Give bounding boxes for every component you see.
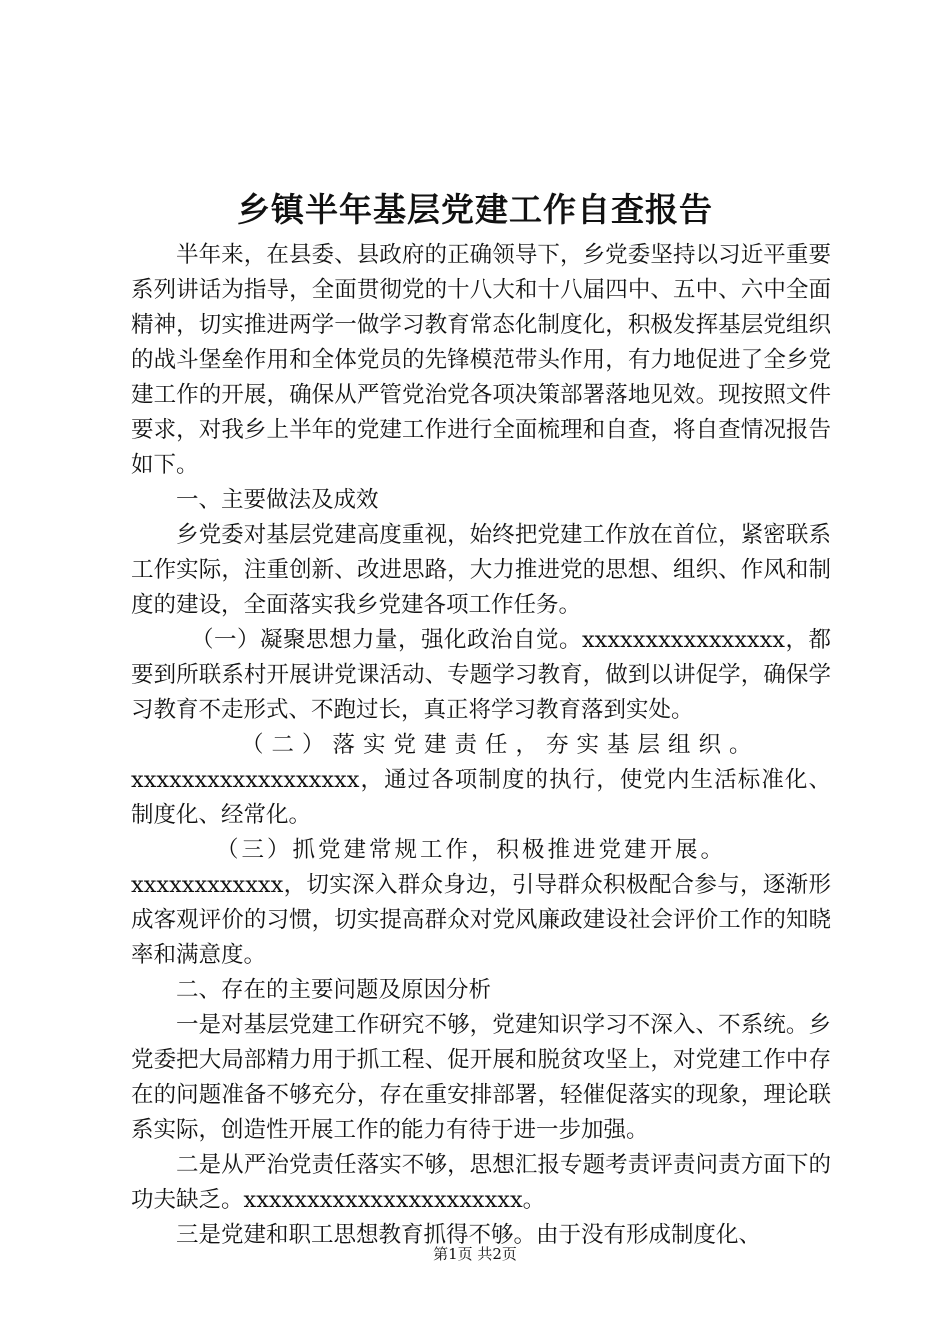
paragraph: 乡党委对基层党建高度重视，始终把党建工作放在首位，紧密联系工作实际，注重创新、改进思路，大力推进党的思想、组织、作风和制度的建设，全面落实我乡党建各项工作任务。: [131, 522, 831, 618]
intro-paragraph: 半年来，在县委、县政府的正确领导下，乡党委坚持以习近平重要系列讲话为指导，全面贯彻党的十八大和十八届四中、五中、六中全面精神，切实推进两学一做学习教育常态化制度化，积极发挥基层党组织的战斗堡垒作用和全体党员的先锋模范带头作用，有力地促进了全乡党建工作的开展，确保从严管党治党各项决策部署落地见效。现按照文件要求，对我乡上半年的党建工作进行全面梳理和自查，将自查情况报告如下。: [131, 242, 831, 478]
page-footer: 第1页 共2页: [433, 1245, 517, 1263]
subsection-2-heading: （二）落实党建责任，夯实基层组织。: [241, 732, 760, 758]
subsection-1: （一）凝聚思想力量，强化政治自觉。xxxxxxxxxxxxxxxx，都要到所联系村开展讲党课活动、专题学习教育，做到以讲促学，确保学习教育不走形式、不跑过长，真正将学习教育落到实处。: [131, 627, 831, 723]
subsection-2-body: xxxxxxxxxxxxxxxxxx，通过各项制度的执行，使党内生活标准化、制度化、经常化。: [131, 767, 831, 828]
paragraph: 三是党建和职工思想教育抓得不够。由于没有形成制度化、: [176, 1222, 762, 1248]
paragraph: 二是从严治党责任落实不够，思想汇报专题考责评责问责方面下的功夫缺乏。xxxxxxxxxxxxxxxxxxxxxx。: [131, 1152, 831, 1213]
subsection-3-heading: （三）抓党建常规工作，积极推进党建开展。: [216, 837, 727, 863]
section-heading-1: 一、主要做法及成效: [176, 487, 379, 513]
document-title: 乡镇半年基层党建工作自查报告: [237, 190, 713, 229]
subsection-3-body: xxxxxxxxxxxx，切实深入群众身边，引导群众积极配合参与，逐渐形成客观评价的习惯，切实提高群众对党风廉政建设社会评价工作的知晓率和满意度。: [131, 872, 831, 968]
section-heading-2: 二、存在的主要问题及原因分析: [176, 977, 492, 1003]
document-body: [131, 238, 831, 1253]
paragraph: 一是对基层党建工作研究不够，党建知识学习不深入、不系统。乡党委把大局部精力用于抓工程、促开展和脱贫攻坚上，对党建工作中存在的问题准备不够充分，存在重安排部署，轻催促落实的现象，理论联系实际，创造性开展工作的能力有待于进一步加强。: [131, 1012, 831, 1143]
